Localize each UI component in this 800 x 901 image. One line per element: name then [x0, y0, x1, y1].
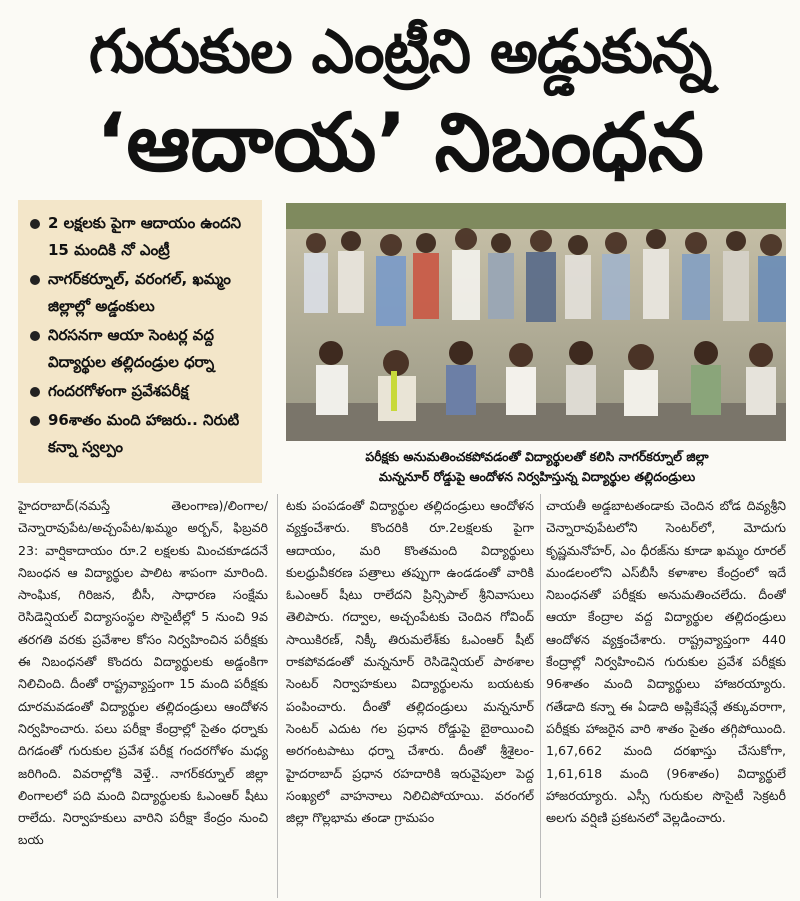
column-divider — [277, 494, 278, 898]
highlight-text: నాగర్‌కర్నూల్, వరంగల్, ఖమ్మం జిల్లాల్లో అడ్డంకులు — [48, 270, 231, 315]
highlight-item — [30, 210, 254, 264]
headline-line-1: గురుకుల ఎంట్రీని అడ్డుకున్న — [88, 17, 712, 87]
headline-line-2: ‘ఆదాయ’ నిబంధన — [96, 96, 704, 189]
highlight-text: నిరసనగా ఆయా సెంటర్ల వద్ద విద్యార్థుల తల్లిదండ్రుల ధర్నా — [48, 326, 215, 371]
bullet-icon — [30, 416, 40, 426]
bullet-icon — [30, 219, 40, 229]
protest-photo — [286, 203, 786, 441]
highlight-item — [30, 266, 254, 320]
column-divider — [540, 494, 541, 898]
protest-photo-image — [286, 203, 786, 441]
highlight-item — [30, 378, 254, 405]
caption-line-2: మన్ననూర్ రోడ్డుపై ఆందోళన నిర్వహిస్తున్న విద్యార్థుల తల్లిదండ్రులు — [378, 469, 696, 484]
highlights-box — [18, 200, 262, 483]
article-column-2 — [286, 495, 534, 895]
caption-line-1: పరీక్షకు అనుమతించకపోవడంతో విద్యార్థులతో కలిసి నాగర్‌కర్నూల్ జిల్లా — [365, 449, 709, 464]
article-text: చాయతీ అడ్డబాటతండాకు చెందిన బోడ దివ్యశ్రీని చెన్నారావుపేటలోని సెంటర్‌లో, మోదుగు కృష్ణమనోహర్, ఎం ధీరజ్‌ను కూడా ఖమ్మం రూరల్ మండలంలోని ఎస్‌బీసీ కళాశాల కేంద్రంలో ఇదే నిబంధనతో పరీక్షకు అనుమతించలేదు. దీంతో ఆయా కేంద్రాల వద్ద విద్యార్థుల తల్లిదండ్రులు ఆందోళన వ్యక్తంచేశారు. రాష్ట్రవ్యాప్తంగా 440 కేంద్రాల్లో నిర్వహించిన గురుకుల ప్రవేశ పరీక్షకు 96శాతం మంది విద్యార్థులు హాజరయ్యారు. గతేడాది కన్నా ఈ ఏడాది అప్లికేషన్లే తక్కువరాగా, పరీక్షకు హాజరైన వారి శాతం సైతం తగ్గిపోయింది. 1,67,662 మంది దరఖాస్తు చేసుకోగా, 1,61,618 మంది (96శాతం) విద్యార్థులే హాజరయ్యారు. ఎస్సీ గురుకుల సొసైటీ సెక్రటరీ అలగు వర్షిణి ప్రకటనలో వెల్లడించారు. — [546, 498, 786, 826]
article-text: టకు పంపడంతో విద్యార్థుల తల్లిదండ్రులు ఆందోళన వ్యక్తంచేశారు. కొందరికి రూ.2లక్షలకు పైగా ఆదాయం, మరి కొంతమంది విద్యార్థులు కులధ్రువీకరణ పత్రాలు తప్పుగా ఉండడంతో వారికి ఓఎంఆర్ షీటు రాలేదని ప్రిన్సిపాల్ శ్రీనివాసులు తెలిపారు. గద్వాల, అచ్చంపేటకు చెందిన గోవింద్ సాయికిరణ్, నిక్కీ తిరుమలేశ్‌కు ఓఎంఆర్ షీట్ రాకపోవడంతో మన్ననూర్ రెసిడెన్షియల్ పాఠశాల సెంటర్ నిర్వాహకులు విద్యార్థులను బయటకు పంపించారు. దీంతో తల్లిదండ్రులు మన్ననూర్ సెంటర్ ఎదుట గల ప్రధాన రోడ్డుపై బైఠాయించి అరగంటపాటు ధర్నా చేశారు. దీంతో శ్రీశైలం- హైదరాబాద్ ప్రధాన రహదారికి ఇరువైపులా పెద్ద సంఖ్యలో వాహనాలు నిలిచిపోయాయి. వరంగల్ జిల్లా గొల్లభామ తండా గ్రామపం — [286, 498, 534, 826]
article-column-1 — [18, 495, 268, 895]
bullet-icon — [30, 387, 40, 397]
article-column-3 — [546, 495, 786, 895]
article-text: హైదరాబాద్(నమస్తే తెలంగాణ)/లింగాల/ చెన్నారావుపేట/అచ్చంపేట/ఖమ్మం అర్బన్, ఫిబ్రవరి 23: వార్షికాదాయం రూ.2 లక్షలకు మించకూడదనే నిబంధన ఆ విద్యార్థుల పాలిట శాపంగా మారింది. సాంఘిక, గిరిజన, బీసీ, సాధారణ సంక్షేమ రెసిడెన్షియల్ విద్యాసంస్థల సొసైటీల్లో 5 నుంచి 9వ తరగతి వరకు ప్రవేశాల కోసం నిర్వహించిన పరీక్షకు ఈ నిబంధనతో కొందరు విద్యార్థులకు అడ్డంకిగా నిలిచింది. దీంతో రాష్ట్రవ్యాప్తంగా 15 మంది పరీక్షకు దూరమవడంతో విద్యార్థుల తల్లిదండ్రులు ఆందోళన నిర్వహించారు. పలు పరీక్షా కేంద్రాల్లో సైతం ధర్నాకు దిగడంతో గురుకుల ప్రవేశ పరీక్ష గందరగోళం మధ్య జరిగింది. వివరాల్లోకి వెళ్తే.. నాగర్‌కర్నూల్ జిల్లా లింగాలలో పది మంది విద్యార్థులకు ఓఎంఆర్ షీటు రాలేదు. నిర్వాహకులు వారిని పరీక్షా కేంద్రం నుంచి బయ — [18, 498, 268, 848]
highlight-text: గందరగోళంగా ప్రవేశపరీక్ష — [48, 382, 189, 400]
photo-caption — [288, 447, 786, 487]
highlight-text: 2 లక్షలకు పైగా ఆదాయం ఉందని 15 మందికి నో ఎంట్రీ — [48, 214, 242, 259]
highlight-item — [30, 407, 254, 461]
highlight-text: 96శాతం మంది హాజరు.. నిరుటి కన్నా స్వల్పం — [48, 411, 240, 456]
bullet-icon — [30, 331, 40, 341]
highlight-item — [30, 322, 254, 376]
bullet-icon — [30, 275, 40, 285]
